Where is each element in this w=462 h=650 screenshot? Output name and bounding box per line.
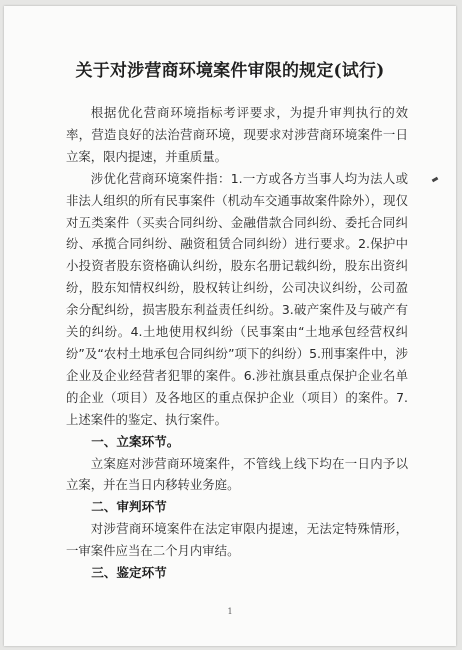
- section-heading-trial: 二、审判环节: [91, 499, 167, 515]
- document-page: [4, 6, 456, 646]
- definition-paragraph: 涉优化营商环境案件指：1.一方或各方当事人均为法人或非法人组织的所有民事案件（机动车交通事故案件除外），现仅对五类案件（买卖合同纠纷、金融借款合同纠纷、委托合同纠纷、承揽合同纠纷、融资租赁合同纠纷）进行要求。2.保护中小投资者股东资格确认纠纷，股东名册记载纠纷，股东出资纠纷，股东知情权纠纷，股权转让纠纷，公司决议纠纷，公司盈余分配纠纷，损害股东利益责任纠纷。3.破产案件及与破产有关的纠纷。4.土地使用权纠纷（民事案由“土地承包经营权纠纷”及“农村土地承包合同纠纷”项下的纠纷）5.刑事案件中，涉企业及企业经营者犯罪的案件。6.涉社旗县重点保护企业名单的企业（项目）及各地区的重点保护企业（项目）的案件。7.上述案件的鉴定、执行案件。: [66, 170, 408, 427]
- document-title: 关于对涉营商环境案件审限的规定(试行): [75, 61, 385, 81]
- section-text-trial: 对涉营商环境案件在法定审限内提速，无法定特殊情形，一审案件应当在二个月内审结。: [66, 521, 408, 559]
- section-heading-appraisal: 三、鉴定环节: [91, 565, 167, 581]
- scan-mark: [432, 177, 439, 183]
- section-text-filing: 立案庭对涉营商环境案件，不管线上线下均在一日内予以立案，并在当日内移转业务庭。: [66, 455, 408, 493]
- page-number: 1: [227, 607, 233, 616]
- section-heading-filing: 一、立案环节。: [91, 433, 180, 449]
- intro-paragraph: 根据优化营商环境指标考评要求，为提升审判执行的效率，营造良好的法治营商环境，现要求对涉营商环境案件一日立案，限内提速，并重质量。: [66, 105, 408, 164]
- document-body: [66, 102, 408, 584]
